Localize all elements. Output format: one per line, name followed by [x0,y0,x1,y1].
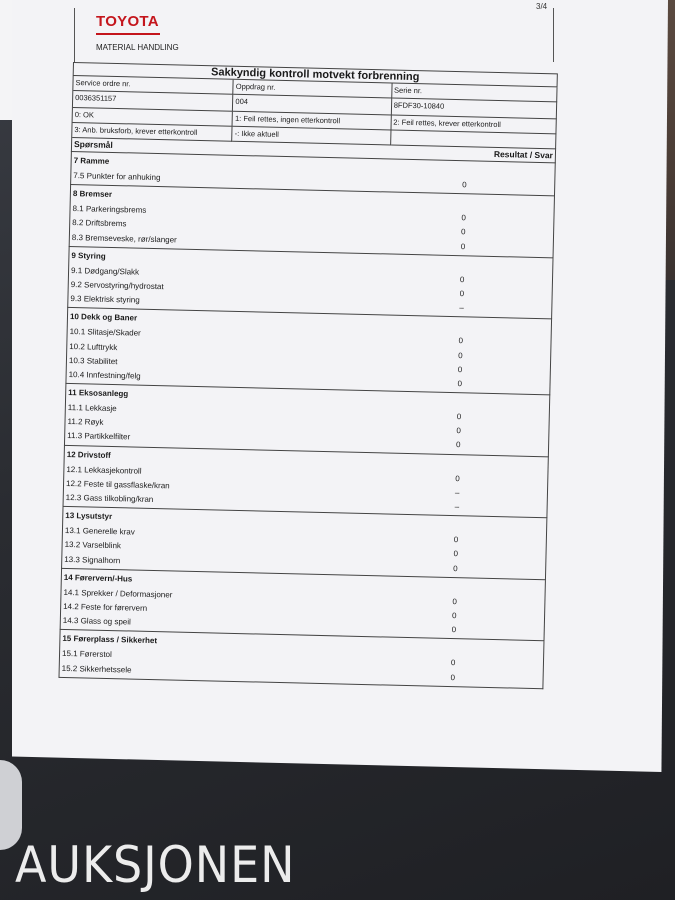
question-label: 9.1 Dødgang/Slakk [70,265,140,277]
question-label: 14.3 Glass og speil [62,616,131,627]
serial-label: Serie nr. [392,84,558,103]
question-label: 12.2 Feste til gassflaske/kran [65,478,170,491]
question-label: 8.3 Bremseveske, rør/slanger [71,232,177,245]
section [61,507,547,580]
question-label: 12.3 Gass tilkobling/kran [65,492,154,505]
question-result: 0 [456,426,461,436]
section [63,446,549,519]
question-result: 0 [460,241,466,251]
question-result: 0 [457,364,463,374]
legend-fix-no-followup: 1: Feil rettes, ingen etterkontroll [233,112,392,131]
question-result: 0 [459,289,465,299]
question-result: 0 [457,379,463,389]
section-title: 9 Styring [71,250,106,261]
question-label: 13.1 Generelle krav [64,526,135,537]
question-result: 0 [452,596,457,606]
logo-underline [96,33,160,35]
toyota-logo: TOYOTA [96,13,159,30]
question-result: – [459,303,464,313]
section-title: 15 Førerplass / Sikkerhet [62,634,158,646]
question-label: 8.2 Driftsbrems [72,218,127,229]
question-label: 14.1 Sprekker / Deformasjoner [63,587,173,600]
question-label: 11.1 Lekkasje [67,403,117,414]
section-title: 7 Ramme [73,156,110,166]
legend-recommended: 3: Anb. bruksforb, krever etterkontroll [72,123,233,142]
question-label: 10.1 Slitasje/Skader [69,327,141,338]
section-title: 8 Bremser [72,189,113,200]
question-result: 0 [459,274,465,285]
section-title: 11 Eksosanlegg [68,388,129,399]
question-result: – [454,502,460,512]
assignment-value: 004 [233,95,392,116]
question-label: 15.1 Førerstol [61,649,112,660]
question-result: 0 [456,412,462,422]
logo-subtitle: MATERIAL HANDLING [96,43,179,52]
service-order-label: Service ordre nr. [73,76,234,95]
question-result: 0 [453,563,458,573]
question-result: 0 [453,535,459,545]
question-result: 0 [462,180,467,190]
serial-value: 8FDF30-10840 [392,99,558,120]
section [64,384,550,457]
question-label: 9.3 Elektrisk styring [70,294,140,305]
section [67,247,553,320]
service-order-value: 0036351157 [73,91,234,112]
question-label: 14.2 Feste for førervern [63,601,148,613]
form-title: Sakkyndig kontroll motvekt forbrenning [73,62,558,87]
question-label: 11.3 Partikkelfilter [67,431,131,442]
question-result: 0 [451,611,457,621]
sections-container [58,152,555,689]
result-header: Resultat / Svar [493,148,554,161]
question-label: 13.3 Signalhorn [64,554,121,565]
auksjonen-watermark: AUKSJONEN [15,836,296,894]
question-label: 7.5 Punkter for anhuking [73,171,161,183]
question-label: 13.2 Varselblink [64,540,122,551]
question-result: 0 [451,625,457,635]
question-result: 0 [460,227,466,237]
section-title: 12 Drivstoff [66,449,111,460]
question-result: 0 [450,672,456,682]
legend-ok: 0: OK [73,108,234,127]
question-result: – [454,487,460,498]
questions-header: Spørsmål [73,139,113,150]
legend-fix-followup: 2: Feil rettes, krever etterkontroll [391,116,557,135]
inspection-form [58,62,557,689]
legend-not-applicable: -: Ikke aktuell [233,127,392,146]
question-label: 9.2 Servostyring/hydrostat [70,279,164,292]
question-result: 0 [453,549,459,559]
question-label: 11.2 Røyk [67,417,104,428]
page-number: 3/4 [536,2,548,11]
section [69,185,555,258]
section [60,569,546,642]
section-title: 13 Lysutstyr [65,511,113,522]
question-label: 10.4 Innfestning/felg [68,369,141,381]
question-result: 0 [455,473,460,483]
section-title: 14 Førervern/-Hus [63,572,133,584]
question-result: 0 [461,213,466,223]
question-label: 10.2 Lufttrykk [69,341,118,352]
question-result: 0 [455,440,461,450]
section-title: 10 Dekk og Baner [69,312,138,323]
section [65,308,552,395]
question-result: 0 [450,658,456,668]
question-label: 12.1 Lekkasjekontroll [66,464,142,476]
question-result: 0 [458,336,464,346]
question-label: 10.3 Stabilitet [68,355,118,366]
question-label: 8.1 Parkeringsbrems [72,204,147,215]
question-result: 0 [458,350,463,360]
assignment-label: Oppdrag nr. [234,80,393,99]
question-label: 15.2 Sikkerhetssele [61,663,132,675]
